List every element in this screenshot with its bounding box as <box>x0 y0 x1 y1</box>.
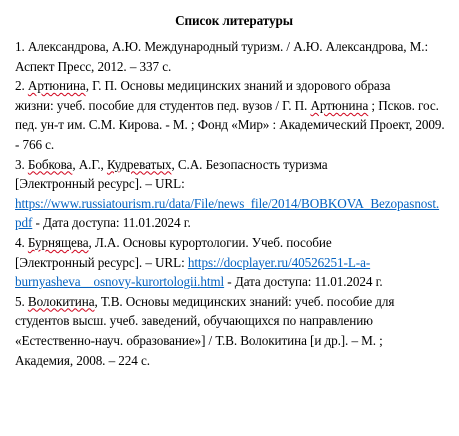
reference-link-text[interactable]: pdf <box>15 215 33 231</box>
reference-text: ; Псков. гос. <box>368 97 439 113</box>
reference-author: Бобкова <box>27 156 73 172</box>
page-title: Список литературы <box>175 13 293 28</box>
reference-text: , Т.В. Основы медицинских знаний: учеб. пособие для <box>94 293 395 309</box>
reference-item-4 <box>15 233 445 292</box>
reference-author: Артюнина <box>27 78 86 94</box>
reference-text: , Л.А. Основы курортологии. Учеб. пособие <box>88 234 332 250</box>
reference-link-text[interactable]: burnyasheva__osnovy-kurortologii.html <box>15 274 225 290</box>
reference-list <box>15 37 445 370</box>
reference-item-5 <box>15 292 445 370</box>
reference-link-text[interactable]: https://www.russiatourism.ru/data/File/news_file/2014/BOBKOVA_Bezopasnost. <box>15 195 440 211</box>
reference-author: Бурнящева <box>27 234 89 250</box>
reference-author: Волокитина <box>27 293 95 309</box>
reference-text: студентов высш. учеб. заведений, обучающихся по направлению <box>15 313 373 329</box>
reference-text: 3. <box>15 156 28 172</box>
reference-text: - 766 с. <box>15 136 55 152</box>
reference-text: 2. <box>15 78 28 94</box>
reference-text: [Электронный ресурс]. – URL: <box>15 176 185 192</box>
reference-text: Аспект Пресс, 2012. – 337 с. <box>15 58 172 74</box>
reference-item-3 <box>15 155 445 233</box>
reference-text: , Г. П. Основы медицинских знаний и здорового образа <box>85 78 391 94</box>
reference-text: пед. ун-т им. С.М. Кирова. - М. ; Фонд «Мир» : Академический Проект, 2009. <box>15 117 445 133</box>
reference-text: , А.Г., <box>72 156 107 172</box>
reference-text: Академия, 2008. – 224 с. <box>15 352 150 368</box>
reference-text: [Электронный ресурс]. – URL: <box>15 254 188 270</box>
reference-text: «Естественно-науч. образование»] / Т.В. Волокитина [и др.]. – М. ; <box>15 332 383 348</box>
reference-text: , С.А. Безопасность туризма <box>171 156 328 172</box>
reference-author: Кудреватых <box>106 156 172 172</box>
reference-text: - Дата доступа: 11.01.2024 г. <box>224 274 383 290</box>
reference-text: 1. Александрова, А.Ю. Международный туризм. / А.Ю. Александрова, М.: <box>15 39 429 54</box>
reference-text: 5. <box>15 293 28 309</box>
reference-link-text[interactable]: https://docplayer.ru/40526251-L-a- <box>187 254 371 270</box>
reference-item-2 <box>15 76 445 154</box>
reference-text: 4. <box>15 234 28 250</box>
reference-text: жизни: учеб. пособие для студентов пед. вузов / Г. П. <box>15 97 311 113</box>
reference-item-1 <box>15 37 445 76</box>
reference-text: - Дата доступа: 11.01.2024 г. <box>32 215 191 231</box>
reference-author: Артюнина <box>310 97 369 113</box>
